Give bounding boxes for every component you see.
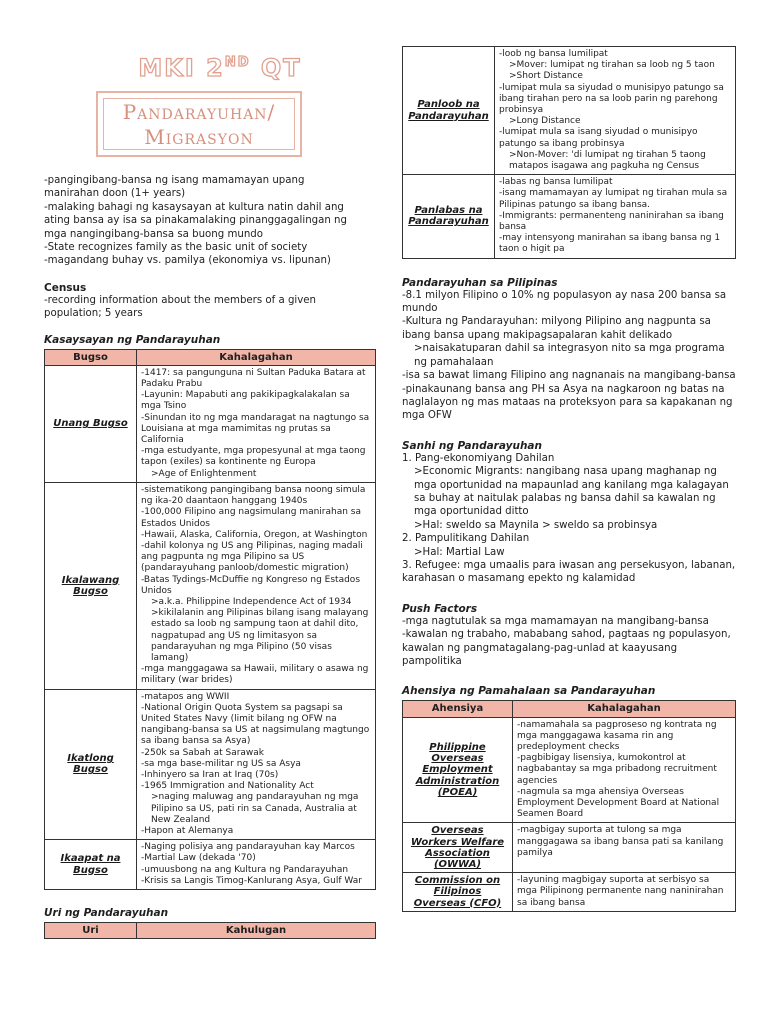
col-header-kahalagahan: Kahalagahan [137, 349, 376, 365]
note-line: -pinakaunang bansa ang PH sa Asya na nagkaroon ng batas na naglalayon ng mas mataas na proteksyon para sa kapakanan ng mga OFW [402, 383, 733, 422]
row-content [137, 689, 376, 840]
row-label: Ikatlong Bugso [45, 689, 137, 840]
cell-line: -Batas Tydings-McDuffie ng Kongreso ng Estados Unidos [141, 574, 361, 596]
intro-line: -State recognizes family as the basic unit of society [44, 242, 308, 254]
row-label: Ikaapat na Bugso [45, 840, 137, 890]
sanhi-heading: Sanhi ng Pandarayuhan [402, 439, 542, 452]
cell-line: >Mover: lumipat ng tirahan sa loob ng 5 taon [509, 60, 715, 71]
kasaysayan-heading: Kasaysayan ng Pandarayuhan [44, 333, 221, 346]
cell-line: -labas ng bansa lumilipat [499, 177, 613, 188]
intro-notes [44, 174, 376, 268]
cell-line: >Long Distance [509, 116, 581, 127]
table-row [403, 823, 736, 873]
row-label: Philippine Overseas Employment Administration (POEA) [403, 717, 513, 823]
note-line: >Hal: sweldo sa Maynila > sweldo sa probinsya [414, 519, 658, 531]
row-label: Ikalawang Bugso [45, 482, 137, 689]
row-content [495, 175, 736, 258]
cell-line: -National Origin Quota System sa pagsapi sa United States Navy (limit bilang ng OFW na nangibang-bansa sa US at nagsimulang magtungo sa ibang bansa sa Asya) [141, 702, 370, 747]
right-column [402, 46, 736, 912]
table-row [45, 482, 376, 689]
ahensiya-heading: Ahensiya ng Pamahalaan sa Pandarayuhan [402, 685, 656, 698]
push-heading: Push Factors [402, 602, 478, 615]
row-content [513, 717, 736, 823]
census-heading: Census [44, 281, 87, 294]
quarter-heading: MKI 2ND QT [138, 54, 302, 82]
title-line-2: Migrasyon [144, 125, 254, 149]
cell-line: -1965 Immigration and Nationality Act [141, 781, 314, 792]
note-line: 2. Pampulitikang Dahilan [402, 533, 530, 545]
table-row [403, 175, 736, 258]
table-row [45, 689, 376, 840]
col-header-kahalagahan: Kahalagahan [513, 701, 736, 717]
row-label: Commission on Filipinos Overseas (CFO) [403, 873, 513, 912]
cell-line: >Short Distance [509, 71, 583, 82]
cell-line: -Naging polisiya ang pandarayuhan kay Marcos [141, 842, 355, 853]
cell-line: -Sinundan ito ng mga mandaragat na nagtungo sa Louisiana at mga mamimitas ng prutas sa California [141, 412, 370, 446]
col-header-kahulugan: Kahulugan [137, 923, 376, 939]
cell-line: -sa mga base-militar ng US sa Asya [141, 758, 301, 769]
row-label: Panloob na Pandarayuhan [403, 47, 495, 175]
col-header-ahensiya: Ahensiya [403, 701, 513, 717]
note-line: >Hal: Martial Law [414, 546, 505, 558]
note-line: -mga nagtutulak sa mga mamamayan na mangibang-bansa [402, 615, 709, 627]
uri-header-table [44, 922, 376, 939]
row-content [513, 873, 736, 912]
note-line: 1. Pang-ekonomiyang Dahilan [402, 452, 555, 464]
cell-line: -Layunin: Mapabuti ang pakikipagkalakalan sa mga Tsino [141, 390, 350, 412]
table-row [403, 47, 736, 175]
cell-line: -100,000 Filipino ang nagsimulang manirahan sa Estados Unidos [141, 507, 362, 529]
note-line: -Kultura ng Pandarayuhan: milyong Pilipino ang nagpunta sa ibang bansa upang makipagsapalaran kahit delikado [402, 316, 711, 341]
cell-line: -Immigrants: permanenteng naninirahan sa ibang bansa [499, 210, 724, 233]
row-content [495, 47, 736, 175]
note-line: 3. Refugee: mga umaalis para iwasan ang persekusyon, labanan, karahasan o masamang epekto ng kalamidad [402, 559, 736, 585]
cell-line: -nagmula sa mga ahensiya Overseas Employment Development Board at National Seamen Board [517, 786, 720, 820]
sanhi-notes [402, 452, 736, 586]
table-row [403, 717, 736, 823]
push-notes [402, 615, 736, 669]
col-header-bugso: Bugso [45, 349, 137, 365]
note-line: >Economic Migrants: nangibang nasa upang maghanap ng mga oportunidad na mapaunlad ang kanilang mga kalagayan sa buhay at naitulak palabas ng bansa dahil sa kawalan ng mga oportunidad ditto [414, 466, 729, 518]
row-label: Unang Bugso [45, 365, 137, 482]
note-line: -8.1 milyon Filipino o 10% ng populasyon ay nasa 200 bansa sa mundo [402, 289, 727, 315]
table-row [45, 840, 376, 890]
title-box [96, 91, 302, 157]
cell-line: -Inhinyero sa Iran at Iraq (70s) [141, 769, 279, 780]
intro-line: -pangingibang-bansa ng isang mamamayan upang manirahan doon (1+ years) [44, 175, 305, 200]
ahensiya-table [402, 700, 736, 911]
uri-table [402, 46, 736, 259]
table-row [403, 873, 736, 912]
row-content [513, 823, 736, 873]
cell-line: -1417: sa pangunguna ni Sultan Paduka Batara at Padaku Prabu [141, 367, 366, 390]
cell-line: >kikilalanin ang Pilipinas bilang isang malayang estado sa loob ng sampung taon at dahil dito, nagpatupad ang US ng limitasyon sa pandarayuhan ng mga Pilipino (50 visas lamang) [151, 608, 369, 663]
row-label: Overseas Workers Welfare Association (OWWA) [403, 823, 513, 873]
cell-line: >naging maluwag ang pandarayuhan ng mga Pilipino sa US, pati rin sa Canada, Australia at New Zealand [151, 792, 359, 825]
cell-line: -sistematikong pangingibang bansa noong simula ng ika-20 daantaon hanggang 1940s [141, 484, 366, 507]
cell-line: -umuusbong na ang Kultura ng Pandarayuhan [141, 864, 349, 875]
intro-line: -magandang buhay vs. pamilya (ekonomiya vs. lipunan) [44, 255, 331, 267]
cell-line: -matapos ang WWII [141, 691, 230, 702]
pilipinas-heading: Pandarayuhan sa Pilipinas [402, 276, 558, 289]
row-content [137, 840, 376, 890]
cell-line: -Martial Law (dekada '70) [141, 853, 256, 864]
title-line-1: Pandarayuhan/ [122, 100, 276, 124]
kasaysayan-table [44, 349, 376, 890]
col-header-uri: Uri [45, 923, 137, 939]
cell-line: -namamahala sa pagproseso ng kontrata ng mga manggagawa kasama rin ang predeployment checks [517, 719, 717, 753]
note-line: -isa sa bawat limang Filipino ang nagnanais na mangibang-bansa [402, 370, 736, 382]
pilipinas-notes [402, 289, 736, 423]
intro-line: -malaking bahagi ng kasaysayan at kultura natin dahil ang ating bansa ay isa sa pinakamalaking pinanggagalingan ng mga nangingibang-bansa sa buong mundo [44, 201, 347, 240]
cell-line: -layuning magbigay suporta at serbisyo sa mga Pilipinong permanente nang naninirahan sa ibang bansa [517, 875, 724, 908]
uri-heading: Uri ng Pandarayuhan [44, 907, 169, 919]
cell-line: -lumipat mula sa isang siyudad o munisipyo patungo sa ibang probinsya [499, 127, 698, 149]
cell-line: -lumipat mula sa siyudad o munisipyo patungo sa ibang tirahan pero na sa loob parin ng parehong probinsya [499, 82, 724, 116]
cell-line: -mga estudyante, mga propesyunal at mga taong tapon (exiles) sa kontinente ng Europa [141, 446, 366, 468]
table-row [45, 365, 376, 482]
cell-line: >Non-Mover: 'di lumipat ng tirahan 5 taong matapos isagawa ang pagkuha ng Census [509, 149, 706, 172]
row-label: Panlabas na Pandarayuhan [403, 175, 495, 258]
cell-line: -Hapon at Alemanya [141, 825, 234, 836]
cell-line: -250k sa Sabah at Sarawak [141, 747, 265, 758]
census-text: -recording information about the members of a given population; 5 years [44, 294, 317, 320]
cell-line: -loob ng bansa lumilipat [499, 49, 608, 59]
note-line: >naisakatuparan dahil sa integrasyon nito sa mga programa ng pamahalaan [414, 343, 725, 368]
row-content [137, 482, 376, 689]
cell-line: -Hawaii, Alaska, California, Oregon, at Washington [141, 529, 368, 540]
cell-line: -magbigay suporta at tulong sa mga manggagawa sa ibang bansa pati sa kanilang pamilya [517, 825, 724, 858]
cell-line: (pandarayuhang panloob/domestic migration) [141, 563, 349, 574]
cell-line: -may intensyong manirahan sa ibang bansa ng 1 taon o higit pa [499, 233, 721, 255]
cell-line: -mga manggagawa sa Hawaii, military o asawa ng military (war brides) [141, 664, 369, 686]
row-content [137, 365, 376, 482]
left-column [44, 46, 376, 939]
cell-line: -dahil kolonya ng US ang Pilipinas, naging madali ang pagpunta ng mga Pilipino sa US [141, 540, 363, 563]
cell-line: >a.k.a. Philippine Independence Act of 1934 [151, 596, 352, 607]
cell-line: -pagbibigay lisensiya, kumokontrol at nagbabantay sa mga pribadong recruitment agencies [517, 753, 717, 786]
cell-line: >Age of Enlightenment [151, 468, 257, 479]
cell-line: -Krisis sa Langis Timog-Kanlurang Asya, Gulf War [141, 875, 362, 886]
cell-line: -isang mamamayan ay lumipat ng tirahan mula sa Pilipinas patungo sa ibang bansa. [499, 188, 728, 210]
note-line: -kawalan ng trabaho, mababang sahod, pagtaas ng populasyon, kawalan ng pangmatagalang-pag-unlad at kaayusang pampolitika [402, 629, 731, 667]
